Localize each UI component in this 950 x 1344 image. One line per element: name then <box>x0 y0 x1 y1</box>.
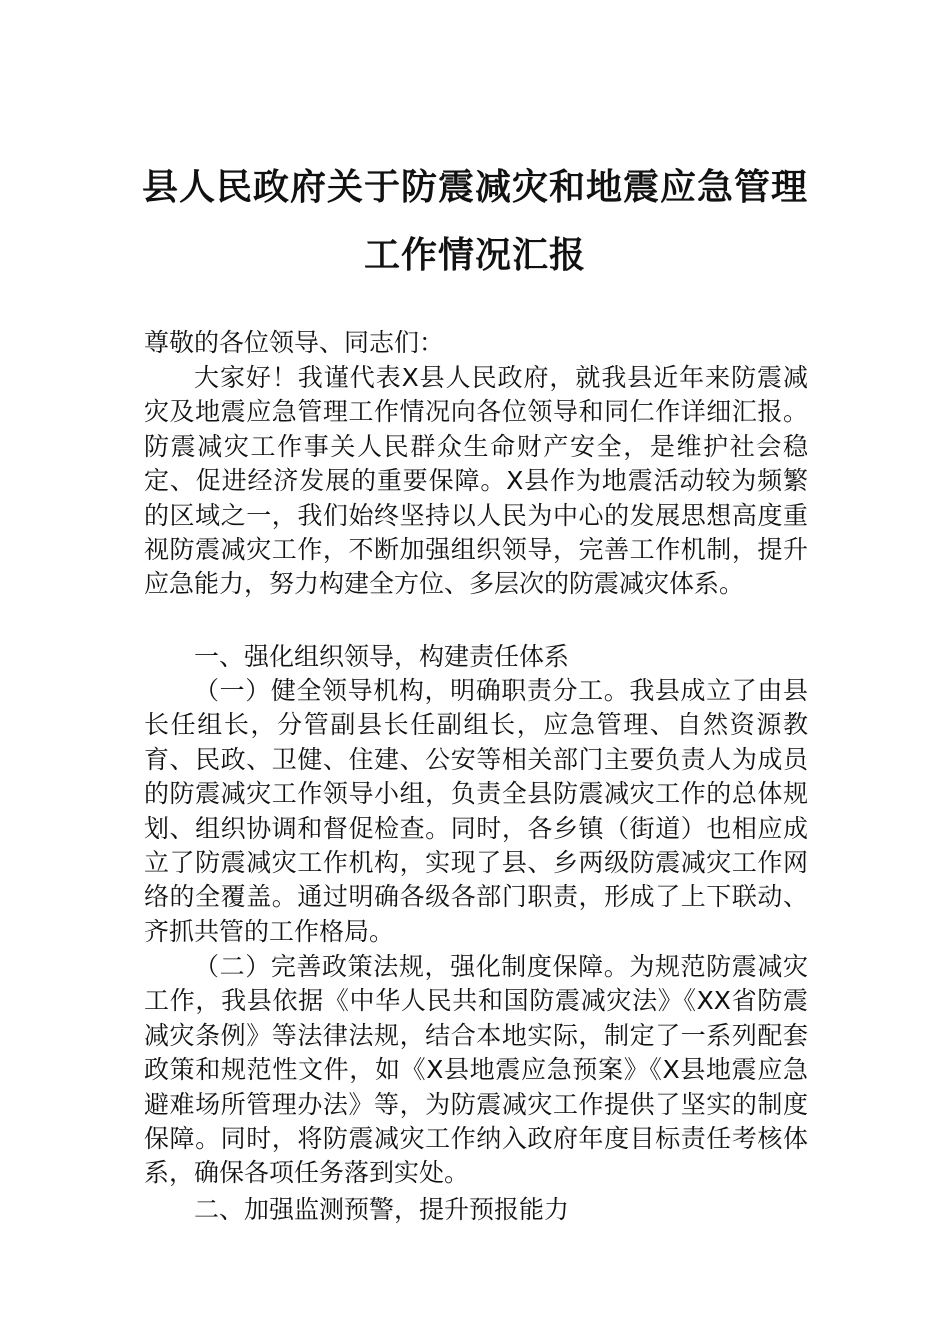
document-title-line1: 县人民政府关于防震减灾和地震应急管理 <box>141 167 808 208</box>
paragraph-1-1: （一）健全领导机构，明确职责分工。我县成立了由县长任组长，分管副县长任副组长，应急管理、自然资源教育、民政、卫健、住建、公安等相关部门主要负责人为成员的防震减灾工作领导小组，负责全县防震减灾工作的总体规划、组织协调和督促检查。同时，各乡镇（街道）也相应成立了防震减灾工作机构，实现了县、乡两级防震减灾工作网络的全覆盖。通过明确各级各部门职责，形成了上下联动、齐抓共管的工作格局。 <box>144 676 808 946</box>
document-title-line2: 工作情况汇报 <box>363 235 586 276</box>
intro-paragraph: 大家好！我谨代表X县人民政府，就我县近年来防震减灾及地震应急管理工作情况向各位领导和同仁作详细汇报。防震减灾工作事关人民群众生命财产安全，是维护社会稳定、促进经济发展的重要保障。X县作为地震活动较为频繁的区域之一，我们始终坚持以人民为中心的发展思想高度重视防震减灾工作，不断加强组织领导，完善工作机制，提升应急能力，努力构建全方位、多层次的防震减灾体系。 <box>144 363 808 599</box>
section-heading-2: 二、加强监测预警，提升预报能力 <box>194 1195 570 1224</box>
paragraph-1-2: （二）完善政策法规，强化制度保障。为规范防震减灾工作，我县依据《中华人民共和国防震减灾法》《XX省防震减灾条例》等法律法规，结合本地实际，制定了一系列配套政策和规范性文件，如《X县地震应急预案》《X县地震应急避难场所管理办法》等，为防震减灾工作提供了坚实的制度保障。同时，将防震减灾工作纳入政府年度目标责任考核体系，确保各项任务落到实处。 <box>144 952 808 1188</box>
salutation: 尊敬的各位领导、同志们： <box>144 328 445 357</box>
section-heading-1: 一、强化组织领导，构建责任体系 <box>194 642 570 671</box>
